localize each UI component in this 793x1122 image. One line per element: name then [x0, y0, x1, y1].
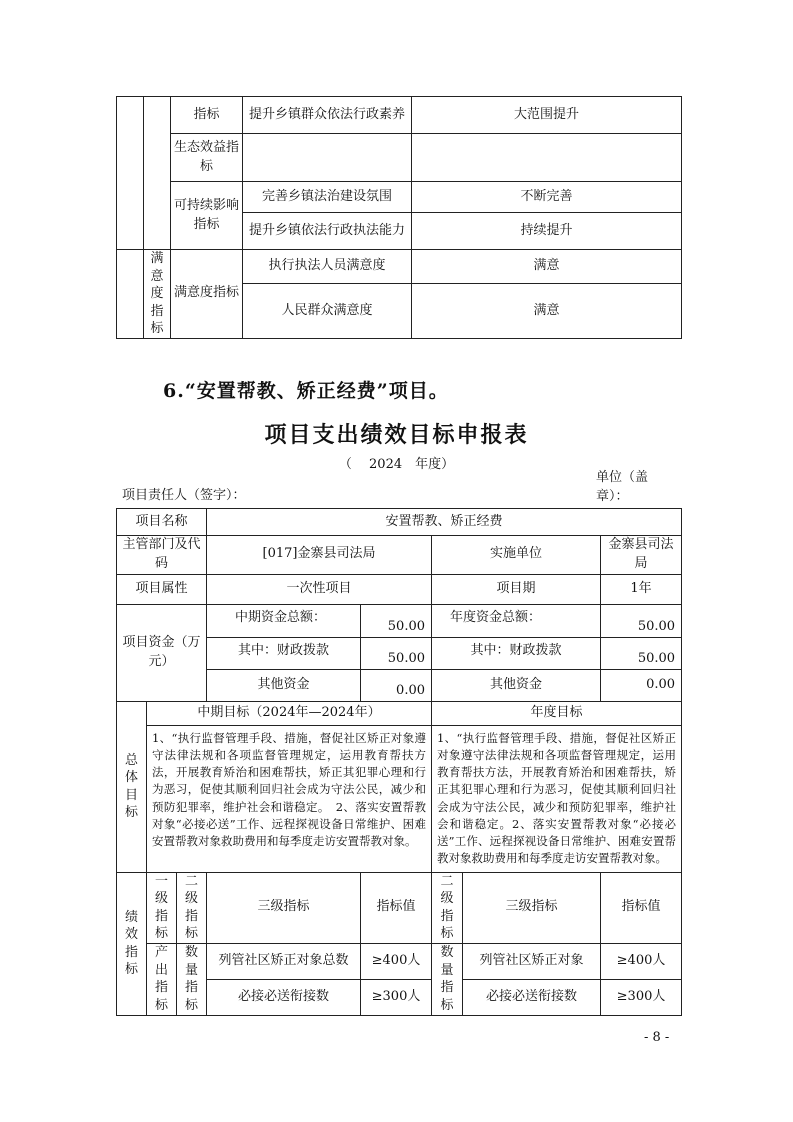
- year-total-value: 50.00: [601, 604, 682, 637]
- level3-indicator-cell: 人民群众满意度: [243, 284, 412, 338]
- sustainable-impact-indicator-cell: 可持续影响指标: [171, 182, 243, 250]
- satisfaction-level2-cell: 满意度指标: [171, 250, 243, 339]
- level3-indicator-cell: 执行执法人员满意度: [243, 250, 412, 284]
- form-year: （ 2024 年度）: [338, 457, 455, 472]
- level1-cell-continued: [117, 97, 144, 250]
- year-level3-cell: 列管社区矫正对象: [463, 943, 601, 979]
- performance-target-form: [116, 508, 682, 1016]
- level3-header: 三级指标: [207, 872, 361, 943]
- mid-goal-text: 1、“执行监督管理手段、措施，督促社区矫正对象遵守法律法规和各项监督管理规定，运用教育帮扶方法，开展教育矫治和困难帮扶，矫正其犯罪心理和行为恶习，促使其顺利回归社会成为守法公民，减少和预防犯罪率，维护社会和谐稳定。 2、落实安置帮教对象“必接必送”工作、远程探视设备日常维护、困难安置帮教对象救助费用和每季度走访安置帮教对象。: [147, 725, 432, 872]
- value-header: 指标值: [361, 872, 432, 943]
- year-fiscal-value: 50.00: [601, 637, 682, 669]
- year-level3-cell: 必接必送衔接数: [463, 979, 601, 1015]
- mid-fiscal-label: 其中：财政拨款: [207, 637, 361, 669]
- section-heading: 6.“安置帮教、矫正经费”项目。: [163, 380, 449, 402]
- quantity-indicator-cell: 数量指标: [177, 943, 207, 1015]
- level3-indicator-cell: 完善乡镇法治建设氛围: [243, 182, 412, 213]
- page-number: - 8 -: [644, 1030, 670, 1045]
- level2-header: 二级指标: [177, 872, 207, 943]
- year-goal-header: 年度目标: [432, 701, 682, 725]
- project-funds-label: 项目资金（万元）: [117, 604, 207, 701]
- performance-indicator-label: 绩效指标: [117, 872, 147, 1015]
- mid-value-cell: ≥400人: [361, 943, 432, 979]
- level1-header: 一级指标: [147, 872, 177, 943]
- eco-benefit-indicator-cell: 生态效益指标: [171, 134, 243, 182]
- unit-seal-label: 单位（盖章）：: [596, 470, 649, 504]
- mid-other-value: 0.00: [361, 669, 432, 701]
- level1-cell-continued: [117, 250, 144, 339]
- year-value-cell: ≥400人: [601, 943, 682, 979]
- year-total-label: 年度资金总额：: [432, 604, 601, 637]
- level3-indicator-cell: 提升乡镇群众依法行政素养: [243, 97, 412, 134]
- mid-total-label: 中期资金总额：: [207, 604, 361, 637]
- indicator-value-cell: 不断完善: [412, 182, 682, 213]
- project-period-value: 1年: [601, 574, 682, 604]
- level2-cell-continued: [144, 97, 171, 250]
- mid-level3-cell: 必接必送衔接数: [207, 979, 361, 1015]
- indicator-value-cell: 大范围提升: [412, 97, 682, 134]
- indicator-value-cell: 满意: [412, 250, 682, 284]
- year-level2-header: 二级指标: [432, 872, 463, 943]
- year-value-header: 指标值: [601, 872, 682, 943]
- level3-indicator-cell: 提升乡镇依法行政执法能力: [243, 213, 412, 250]
- indicator-value-cell: 满意: [412, 284, 682, 338]
- year-value-cell: ≥300人: [601, 979, 682, 1015]
- project-name-label: 项目名称: [117, 509, 207, 536]
- dept-value: [017]金寨县司法局: [207, 536, 432, 575]
- output-indicator-cell: 产出指标: [147, 943, 177, 1015]
- dept-label: 主管部门及代码: [117, 536, 207, 575]
- impl-unit-label: 实施单位: [432, 536, 601, 575]
- project-attr-value: 一次性项目: [207, 574, 432, 604]
- impl-unit-value: 金寨县司法局: [601, 536, 682, 575]
- mid-total-value: 50.00: [361, 604, 432, 637]
- project-period-label: 项目期: [432, 574, 601, 604]
- project-name-value: 安置帮教、矫正经费: [207, 509, 682, 536]
- indicator-value-cell: [412, 134, 682, 182]
- mid-level3-cell: 列管社区矫正对象总数: [207, 943, 361, 979]
- year-quantity-indicator-cell: 数量指标: [432, 943, 463, 1015]
- project-attr-label: 项目属性: [117, 574, 207, 604]
- form-title: 项目支出绩效目标申报表: [264, 422, 529, 448]
- mid-fiscal-value: 50.00: [361, 637, 432, 669]
- mid-other-label: 其他资金: [207, 669, 361, 701]
- level2-indicator-cell: 指标: [171, 97, 243, 134]
- level3-indicator-cell: [243, 134, 412, 182]
- year-level3-header: 三级指标: [463, 872, 601, 943]
- year-other-value: 0.00: [601, 669, 682, 701]
- mid-value-cell: ≥300人: [361, 979, 432, 1015]
- indicator-table-continued: [116, 96, 682, 339]
- responsible-person-label: 项目责任人（签字）：: [122, 488, 246, 503]
- indicator-value-cell: 持续提升: [412, 213, 682, 250]
- year-other-label: 其他资金: [432, 669, 601, 701]
- year-fiscal-label: 其中：财政拨款: [432, 637, 601, 669]
- mid-goal-header: 中期目标（2024年—2024年）: [147, 701, 432, 725]
- satisfaction-level1-cell: 满意度指标: [144, 250, 171, 339]
- overall-goal-label: 总体目标: [117, 701, 147, 872]
- year-goal-text: 1、“执行监督管理手段、措施，督促社区矫正对象遵守法律法规和各项监督管理规定，运用教育帮扶方法，开展教育矫治和困难帮扶，矫正其犯罪心理和行为恶习，促使其顺利回归社会成为守法公民，减少和预防犯罪率，维护社会和谐稳定。2、落实安置帮教对象“必接必送”工作、远程探视设备日常维护、困难安置帮教对象救助费用和每季度走访安置帮教对象。: [432, 725, 682, 872]
